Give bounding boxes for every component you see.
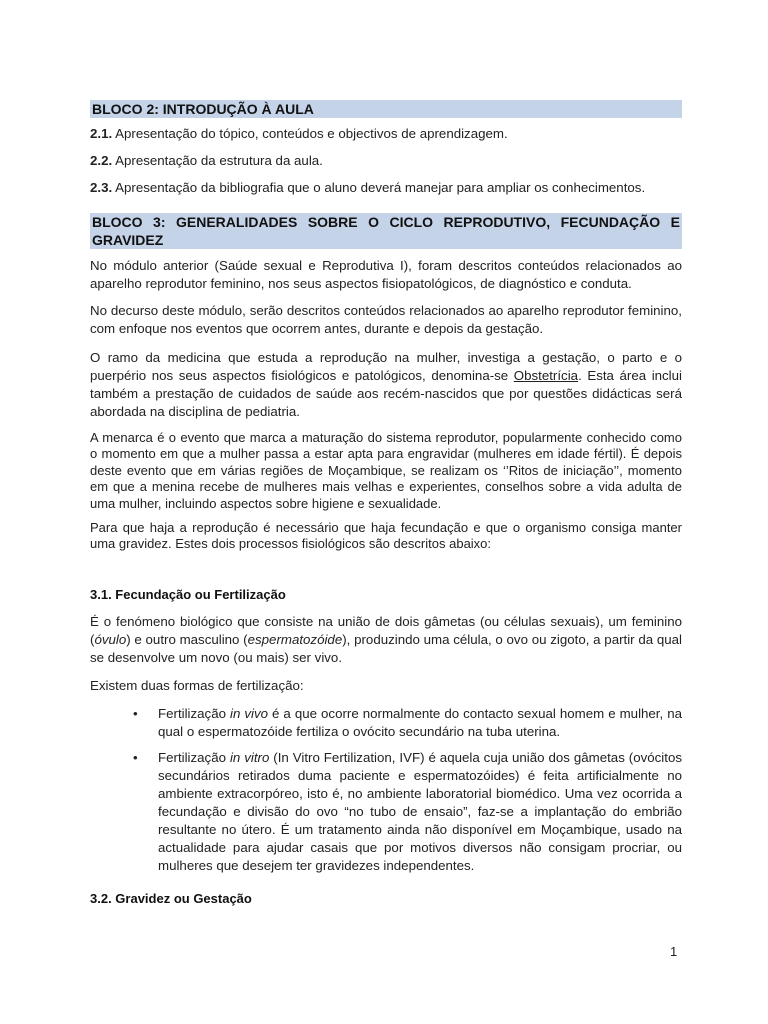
list-item-in-vitro: • Fertilização in vitro (In Vitro Fertilization, IVF) é aquela cuja união dos gâmetas (ovócitos secundários retirados duma paciente e espermatozóides) é feita artificialmente no ambiente extracorpóreo, isto é, no ambiente laboratorial biomédico. Uma vez ocorrida a fecundação e divisão do ovo “no tubo de ensaio”, faz-se a implantação do embrião resultante no útero. É um tratamento ainda não disponível em Moçambique, usado na actualidade para ajudar casais que por motivos diversos não consigam procriar, ou mulheres que desejem ter gravidezes independentes. (133, 750, 683, 873)
bloco2-item-1: 2.1. Apresentação do tópico, conteúdos e objectivos de aprendizagem. (90, 126, 508, 141)
bloco3-heading: BLOCO 3: GENERALIDADES SOBRE O CICLO REPRODUTIVO, FECUNDAÇÃO E GRAVIDEZ (92, 214, 680, 248)
bloco3-paragraph-2: No decurso deste módulo, serão descritos conteúdos relacionados ao aparelho reprodutor feminino, com enfoque nos eventos que ocorrem antes, durante e depois da gestação. (90, 303, 682, 336)
bloco3-paragraph-3: O ramo da medicina que estuda a reprodução na mulher, investiga a gestação, o parto e o puerpério nos seus aspectos fisiológicos e patológicos, denomina-se Obstetrícia. Esta área inclui também a prestação de cuidados de saúde aos recém-nascidos que por questões didácticas será abordada na disciplina de pediatria. (90, 350, 682, 419)
bloco3-paragraph-1: No módulo anterior (Saúde sexual e Reprodutiva I), foram descritos conteúdos relacionados ao aparelho reprodutor feminino, nos seus aspectos fisiopatológicos, de diagnóstico e conduta. (90, 258, 682, 291)
section-3-1-heading: 3.1. Fecundação ou Fertilização (90, 587, 286, 602)
bloco2-item-3: 2.3. Apresentação da bibliografia que o aluno deverá manejar para ampliar os conhecimentos. (90, 180, 646, 195)
bullet-icon: • (133, 706, 138, 721)
bloco3-paragraph-5: Para que haja a reprodução é necessário que haja fecundação e que o organismo consiga manter uma gravidez. Estes dois processos fisiológicos são descritos abaixo: (90, 520, 682, 552)
bloco2-item-2: 2.2. Apresentação da estrutura da aula. (90, 153, 323, 168)
section-3-2-heading: 3.2. Gravidez ou Gestação (90, 891, 252, 906)
fertilization-list (130, 705, 682, 875)
bloco3-paragraph-4: A menarca é o evento que marca a maturação do sistema reprodutor, popularmente conhecido como o momento em que a mulher passa a estar apta para engravidar (mulheres em idade fértil). É depois deste evento que em várias regiões de Moçambique, se realizam os ‘’Ritos de iniciação’’, momento em que a menina recebe de mulheres mais velhas e experientes, conselhos sobre a vida adulta de uma mulher, incluindo aspectos sobre higiene e sexualidade. (90, 430, 682, 511)
section-3-1-paragraph-1: É o fenómeno biológico que consiste na união de dois gâmetas (ou células sexuais), um feminino (óvulo) e outro masculino (espermatozóide), produzindo uma célula, o ovo ou zigoto, a partir da qual se desenvolve um novo (ou mais) ser vivo. (90, 614, 682, 665)
section-3-1-paragraph-2: Existem duas formas de fertilização: (90, 678, 304, 693)
obstetricia-term: Obstetrícia (513, 368, 579, 383)
bullet-icon: • (133, 750, 138, 765)
bloco2-heading: BLOCO 2: INTRODUÇÃO À AULA (90, 100, 682, 118)
list-item-in-vivo: • Fertilização in vivo é a que ocorre normalmente do contacto sexual homem e mulher, na qual o espermatozóide fertiliza o ovócito secundário na tuba uterina. (133, 706, 682, 739)
page-number: 1 (670, 944, 678, 959)
